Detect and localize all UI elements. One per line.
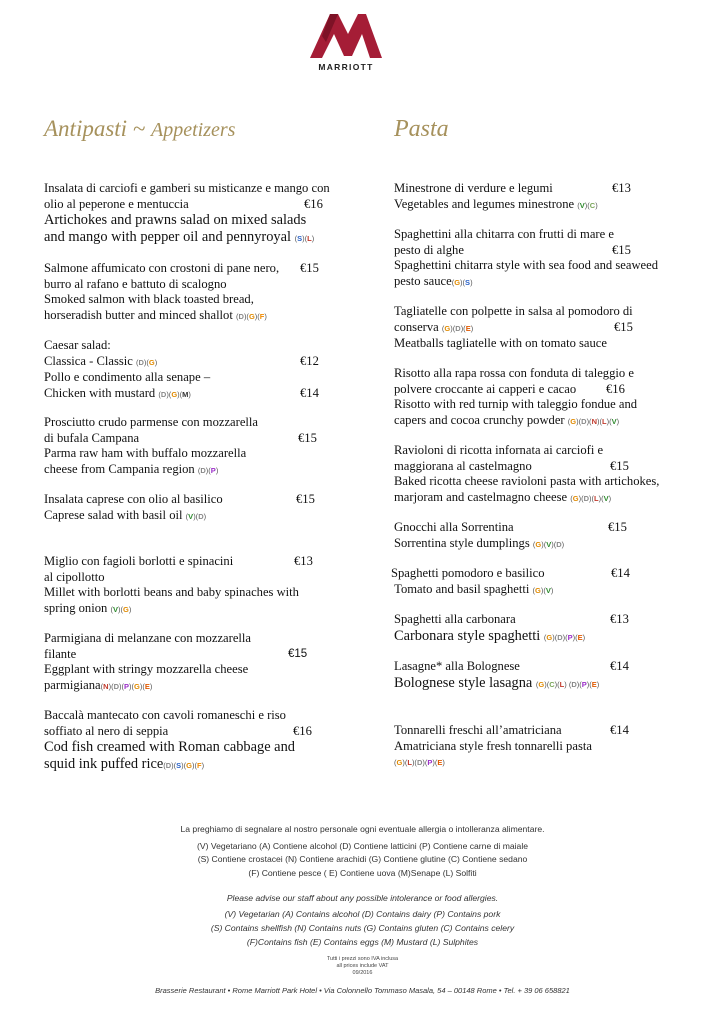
allergen-tags: (D)(G)(M) — [158, 389, 191, 399]
allergen-tags: (G)(V) — [532, 585, 554, 595]
menu-item-baccala: Baccalà mantecato con cavoli romaneschi e riso soffiato al nero di seppia €16 Cod fish creamed with Roman cabbage and squid ink puffed rice(D)(S)(G)(F) — [44, 708, 312, 772]
legend-it-1: (V) Vegetariano (A) Contiene alcohol (D) Contiene latticini (P) Contiene carne di maiale — [196, 841, 529, 851]
menu-item-ravioloni: Ravioloni di ricotta infornata ai carciofi e maggiorana al castelmagno €15 Baked ricotta cheese ravioloni pasta with artichokes, marjoram and castelmagno cheese (G)(D)(L)(V) — [394, 443, 660, 504]
legend-en-2: (S) Contains shellfish (N) Contains nuts (G) Contains gluten (C) Contains celery — [210, 923, 515, 933]
menu-item-caprese: Insalata caprese con olio al basilico €15 Caprese salad with basil oil (V)(D) — [44, 492, 315, 522]
menu-item-tagliatelle: Tagliatelle con polpette in salsa al pomodoro di conserva (G)(D)(E) €15 Meatballs tagliatelle with on tomato sauce — [394, 304, 633, 350]
legend-it-3: (F) Contiene pesce ( E) Contiene uova (M)Senape (L) Solfiti — [248, 868, 477, 878]
allergen-tags: (N)(D)(P)(G)(E) — [100, 681, 153, 691]
allergen-tags: (G)(D)(N)(L)(V) — [567, 416, 620, 426]
menu-item-lasagne: Lasagne* alla Bolognese €14 Bolognese style lasagna (G)(C)(L) (D)(P)(E) — [394, 659, 629, 691]
allergen-tags: (G)(V)(D) — [532, 539, 565, 549]
pasta-title: Pasta — [394, 116, 449, 142]
legend-en-1: (V) Vegetarian (A) Contains alcohol (D) Contains dairy (P) Contains pork — [224, 909, 501, 919]
allergen-tags: (V)(C) — [577, 200, 598, 210]
marriott-logo — [304, 12, 388, 76]
restaurant-address: Brasserie Restaurant • Rome Marriott Park Hotel • Via Colonnello Tommaso Masala, 54 – 00148 Rome • Tel. + 39 06 658821 — [155, 986, 570, 995]
allergy-notice-en: Please advise our staff about any possible intolerance or food allergies. — [226, 893, 499, 903]
menu-date: 09/2016 — [352, 970, 373, 976]
allergen-tags: (D)(G) — [136, 357, 158, 367]
menu-item-miglio: Miglio con fagioli borlotti e spinacini €13 al cipollotto Millet with borlotti beans and baby spinaches with spring onion (V)(G) — [44, 554, 313, 615]
allergen-tags: (G)(C)(L) (D)(P)(E) — [535, 679, 600, 689]
brand-name: MARRIOTT — [318, 62, 374, 72]
allergen-tags: (G)(L)(D)(P)(E) — [394, 758, 445, 767]
menu-item-gnocchi: Gnocchi alla Sorrentina €15 Sorrentina style dumplings (G)(V)(D) — [394, 520, 627, 550]
menu-item-chitarra: Spaghettini alla chitarra con frutti di mare e pesto di alghe €15 Spaghettini chitarra style with sea food and seaweed pesto sauce(G)(S) — [394, 227, 659, 288]
allergen-tags: (D)(G)(F) — [236, 311, 267, 321]
menu-item-tonnarelli: Tonnarelli freschi all’amatriciana €14 Amatriciana style fresh tonnarelli pasta (G)(L)(D)(P)(E) — [394, 723, 629, 767]
allergen-tags: (G)(D)(E) — [441, 323, 474, 333]
allergen-tags: (G)(S) — [451, 277, 473, 287]
allergy-notice-it: La preghiamo di segnalare al nostro personale ogni eventuale allergia o intolleranza alimentare. — [180, 824, 545, 834]
allergen-tags: (V)(D) — [185, 511, 207, 521]
menu-item-prosciutto: Prosciutto crudo parmense con mozzarella di bufala Campana €15 Parma raw ham with buffalo mozzarella cheese from Campania region (D)(P) — [44, 415, 317, 476]
marriott-m-icon — [308, 12, 384, 58]
antipasti-title: Antipasti ~ Appetizers — [44, 116, 236, 141]
menu-item-salmone: Salmone affumicato con crostoni di pane nero, €15 burro al rafano e battuto di scalogno Smoked salmon with black toasted bread, horseradish butter and minced shallot (D)(G)(F) — [44, 261, 319, 322]
allergen-tags: (D)(S)(G)(F) — [163, 761, 205, 770]
allergen-tags: (S)(L) — [294, 234, 315, 243]
menu-item-carciofi: Insalata di carciofi e gamberi su misticanze e mango con olio al peperone e mentuccia €16 Artichokes and prawns salad on mixed salads and mango with pepper oil and pennyroyal (S)(L) — [44, 181, 330, 245]
allergen-tags: (G)(D)(L)(V) — [570, 493, 612, 503]
legend-en-3: (F)Contains fish (E) Contains eggs (M) Mustard (L) Sulphites — [246, 937, 479, 947]
menu-item-risotto: Risotto alla rapa rossa con fonduta di taleggio e polvere croccante ai capperi e cacao €16 Risotto with red turnip with taleggio fondue and capers and cocoa crunchy powder (G)(D)(N)(L)(V) — [394, 366, 638, 427]
menu-item-caesar: Caesar salad: Classica - Classic (D)(G) €12 Pollo e condimento alla senape – Chicken with mustard (D)(G)(M) €14 — [44, 338, 319, 400]
allergen-tags: (D)(P) — [197, 465, 219, 475]
menu-item-pomodoro: Spaghetti pomodoro e basilico €14 Tomato and basil spaghetti (G)(V) — [391, 566, 630, 596]
legend-it-2: (S) Contiene crostacei (N) Contiene arachidi (G) Contiene glutine (C) Contiene sedano — [197, 854, 528, 864]
allergen-tags: (V)(G) — [110, 604, 132, 614]
allergen-tags: (G)(D)(P)(E) — [543, 632, 586, 642]
menu-item-carbonara: Spaghetti alla carbonara €13 Carbonara style spaghetti (G)(D)(P)(E) — [394, 612, 629, 644]
menu-item-parmigiana: Parmigiana di melanzane con mozzarella filante €15 Eggplant with stringy mozzarella cheese parmigiana(N)(D)(P)(G)(E) — [44, 631, 308, 692]
menu-item-minestrone: Minestrone di verdure e legumi €13 Vegetables and legumes minestrone (V)(C) — [394, 181, 631, 211]
vat-note-it: Tutti i prezzi sono IVA inclusa — [326, 956, 399, 962]
vat-note-en: all prices include VAT — [336, 963, 389, 969]
